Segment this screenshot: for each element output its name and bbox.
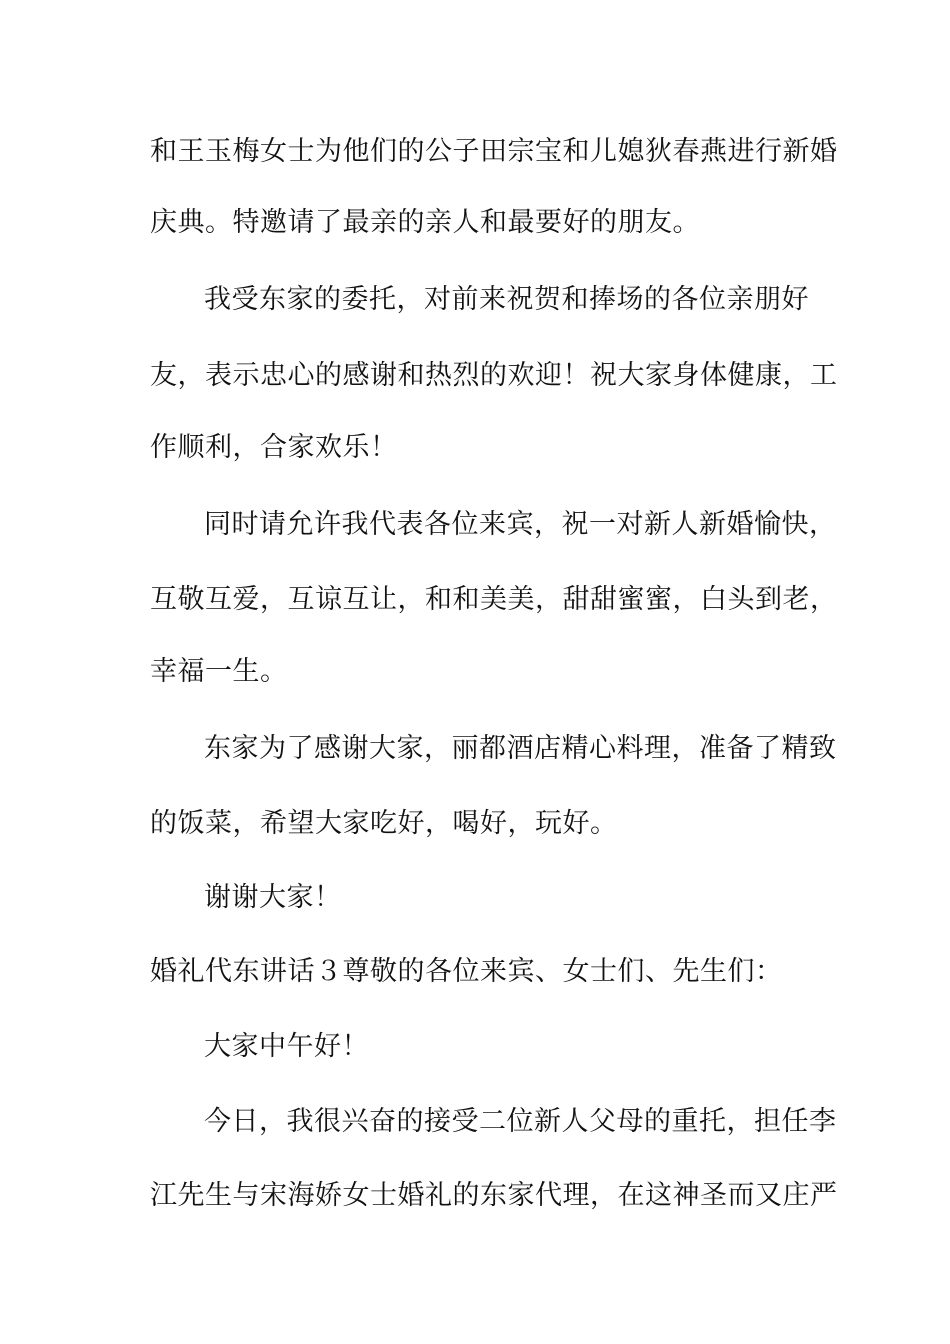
text-line: 的饭菜，希望大家吃好，喝好，玩好。 bbox=[150, 808, 618, 839]
text-line: 幸福一生。 bbox=[150, 656, 288, 687]
section-heading-line: 婚礼代东讲话３尊敬的各位来宾、女士们、先生们： bbox=[150, 956, 783, 987]
text-line: 友，表示忠心的感谢和热烈的欢迎！祝大家身体健康，工 bbox=[150, 360, 838, 391]
paragraph-start-line: 今日，我很兴奋的接受二位新人父母的重托，担任李 bbox=[204, 1106, 837, 1137]
text-line: 互敬互爱，互谅互让，和和美美，甜甜蜜蜜，白头到老， bbox=[150, 584, 838, 615]
paragraph-start-line: 我受东家的委托，对前来祝贺和捧场的各位亲朋好 bbox=[204, 284, 809, 315]
text-line: 庆典。特邀请了最亲的亲人和最要好的朋友。 bbox=[150, 207, 700, 238]
paragraph-start-line: 大家中午好！ bbox=[204, 1031, 369, 1062]
paragraph-start-line: 东家为了感谢大家，丽都酒店精心料理，准备了精致 bbox=[204, 733, 837, 764]
paragraph-start-line: 谢谢大家！ bbox=[204, 882, 342, 913]
text-line: 江先生与宋海娇女士婚礼的东家代理，在这神圣而又庄严 bbox=[150, 1180, 838, 1211]
text-line: 和王玉梅女士为他们的公子田宗宝和儿媳狄春燕进行新婚 bbox=[150, 136, 838, 167]
text-line: 作顺利，合家欢乐！ bbox=[150, 432, 398, 463]
paragraph-start-line: 同时请允许我代表各位来宾，祝一对新人新婚愉快， bbox=[204, 509, 837, 540]
